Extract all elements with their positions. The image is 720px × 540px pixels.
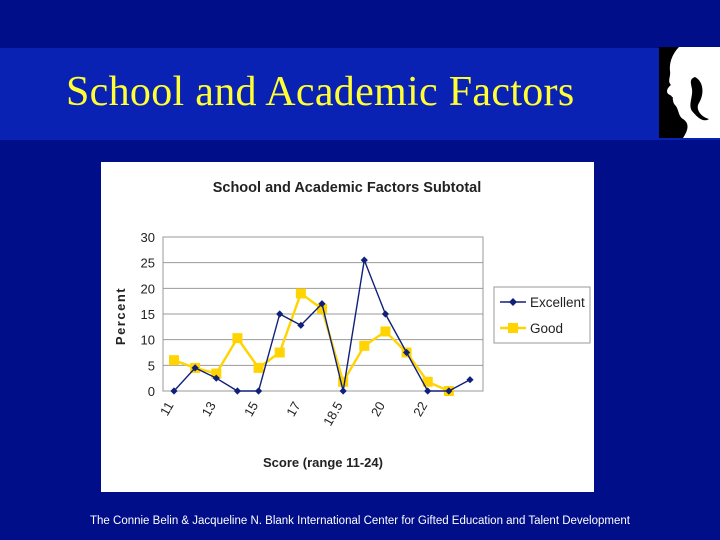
x-tick-label: 13	[198, 399, 219, 420]
data-point-excellent	[234, 387, 241, 394]
data-point-good	[380, 326, 390, 336]
data-point-good	[296, 288, 306, 298]
data-point-excellent	[276, 310, 283, 317]
legend-label-excellent: Excellent	[530, 295, 585, 310]
legend-marker-good	[508, 323, 518, 333]
y-tick-label: 5	[147, 358, 155, 374]
data-point-good	[169, 355, 179, 365]
slide-title: School and Academic Factors	[66, 69, 575, 115]
data-point-excellent	[255, 387, 262, 394]
line-chart	[101, 162, 594, 492]
data-point-excellent	[340, 387, 347, 394]
y-axis-label: Percent	[113, 286, 128, 346]
data-point-good	[275, 348, 285, 358]
data-point-excellent	[466, 376, 473, 383]
data-point-good	[254, 363, 264, 373]
y-tick-label: 25	[140, 255, 155, 271]
data-point-good	[359, 341, 369, 351]
chart-title: School and Academic Factors Subtotal	[212, 180, 482, 196]
y-tick-label: 30	[140, 230, 155, 245]
data-point-excellent	[424, 387, 431, 394]
x-tick-label: 15	[240, 399, 262, 420]
legend	[494, 287, 590, 343]
x-axis-label: Score (range 11-24)	[263, 455, 383, 470]
y-tick-label: 20	[140, 281, 155, 297]
data-point-good	[232, 333, 242, 343]
x-tick-label: 11	[156, 399, 177, 419]
footer-credit: The Connie Belin & Jacqueline N. Blank International Center for Gifted Education and Talent Development	[90, 515, 630, 527]
x-tick-label: 22	[410, 399, 431, 420]
x-tick-label: 18.5	[320, 399, 346, 429]
legend-label-good: Good	[530, 321, 564, 336]
y-tick-label: 15	[140, 307, 155, 322]
x-tick-label: 20	[367, 399, 389, 420]
y-tick-label: 0	[147, 384, 155, 399]
chart-panel	[101, 162, 594, 492]
y-tick-label: 10	[140, 332, 155, 348]
data-point-excellent	[382, 310, 389, 317]
x-tick-label: 17	[283, 399, 304, 420]
profile-logo-icon	[659, 47, 720, 138]
